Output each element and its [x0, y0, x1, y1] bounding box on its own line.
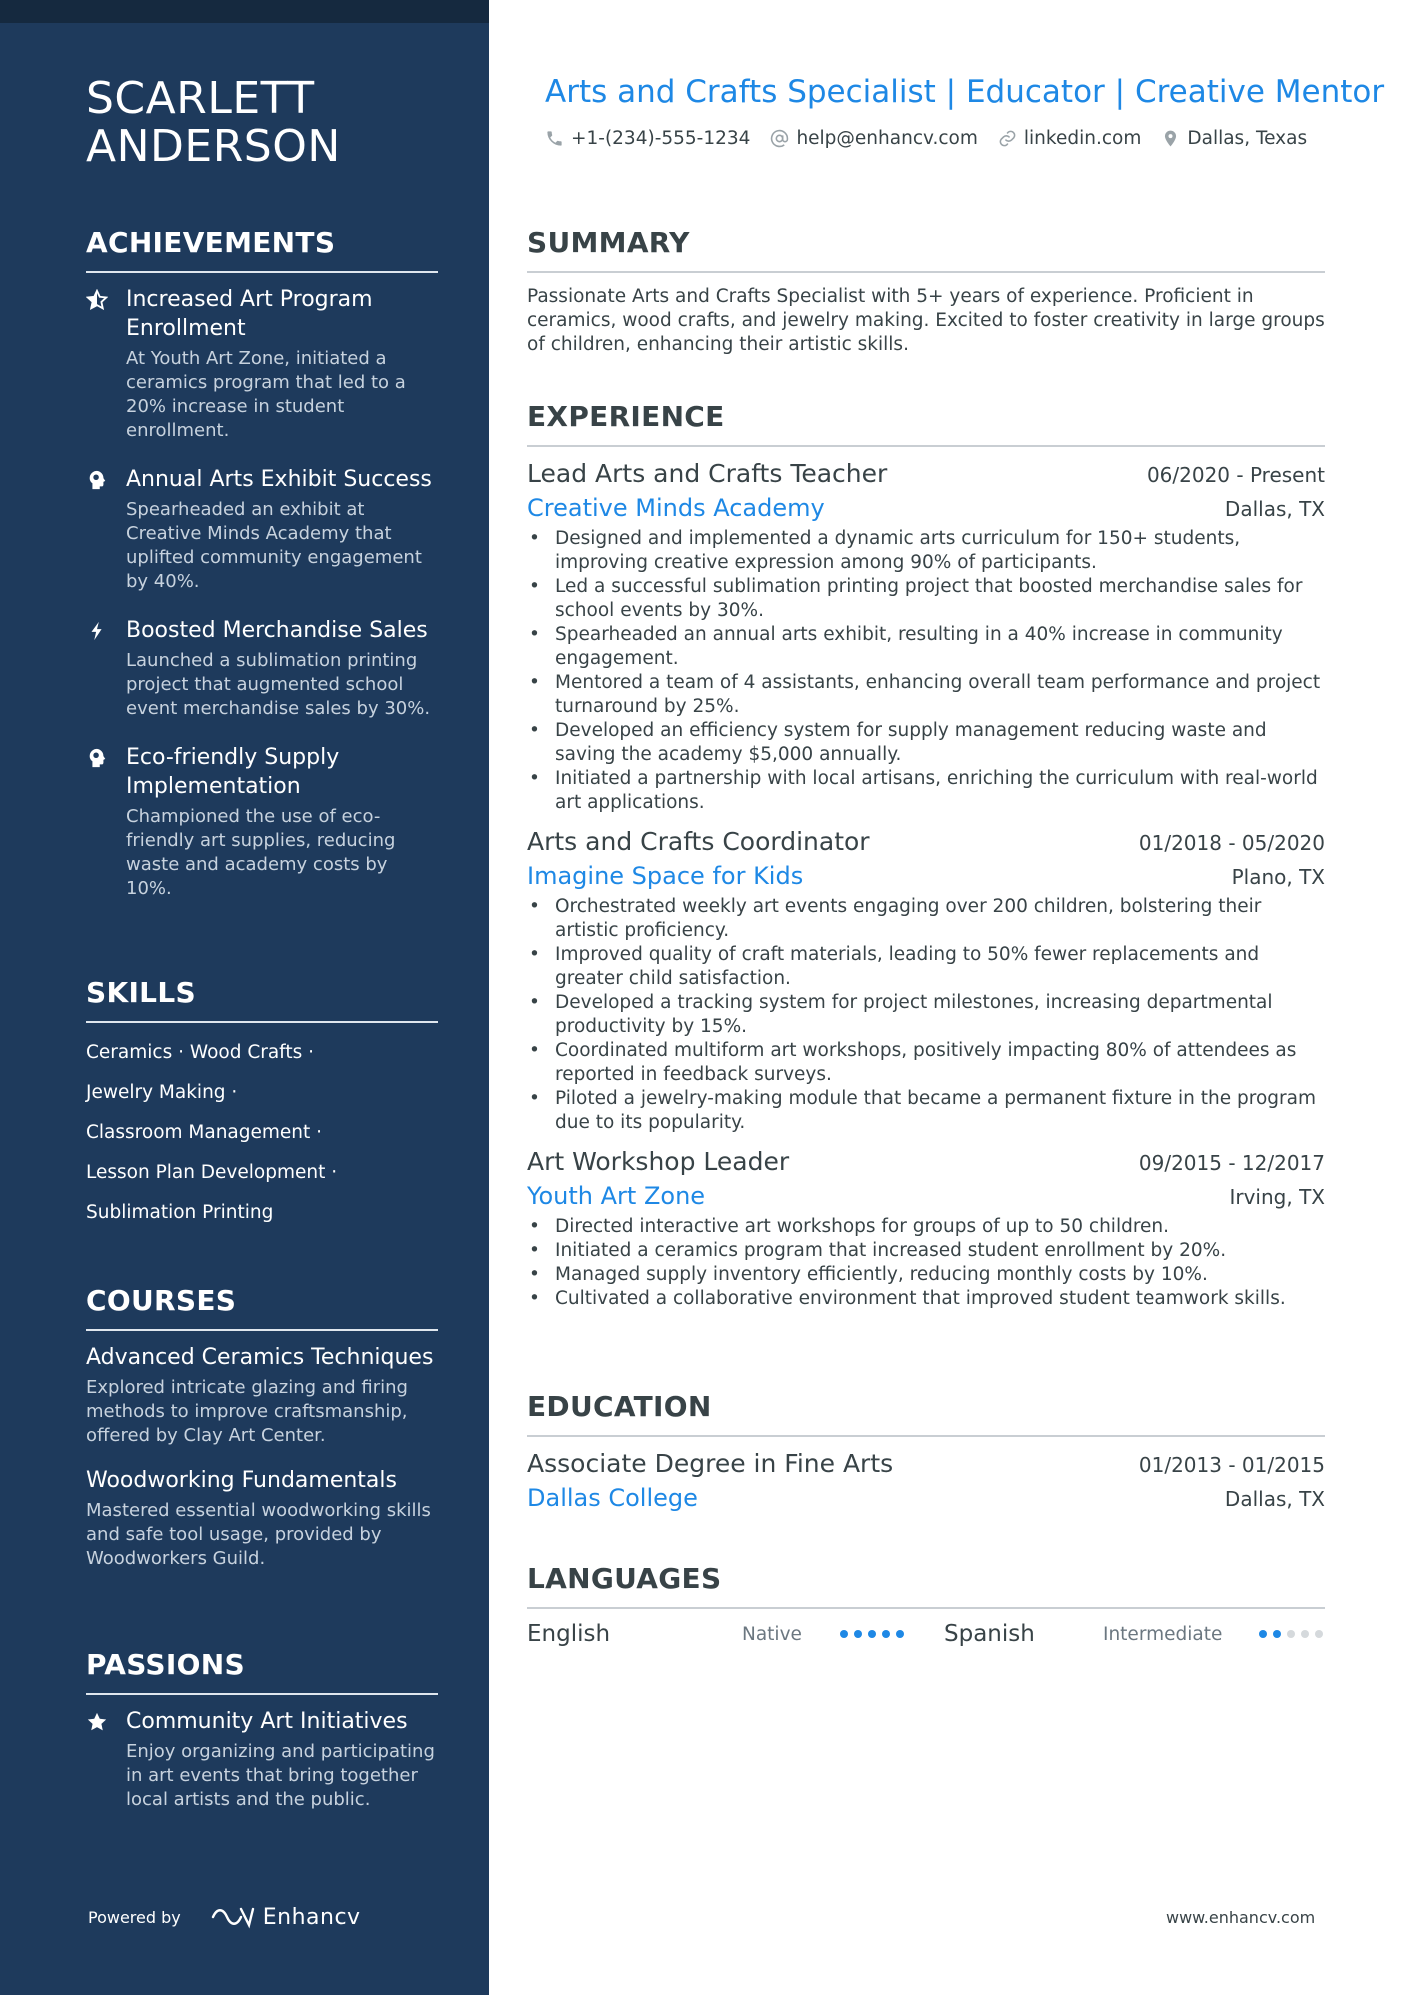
powered-by-label: Powered by [88, 1907, 181, 1927]
summary-title: SUMMARY [527, 226, 1325, 273]
achievement-desc: Launched a sublimation printing project that augmented school event merchandise sales by 30%. [126, 650, 431, 719]
level-dot [854, 1630, 862, 1638]
achievement-desc: Spearheaded an exhibit at Creative Minds Academy that uplifted community engagement by 40%. [126, 499, 422, 592]
location-text: Dallas, Texas [1187, 128, 1308, 149]
summary-text: Passionate Arts and Crafts Specialist with 5+ years of experience. Proficient in ceramics, wood crafts, and jewelry making. Excited to foster creativity in large groups of children, enhancing their artistic skills. [527, 286, 1325, 355]
skill-line: Lesson Plan Development · [86, 1162, 338, 1183]
experience-section [527, 400, 1325, 1311]
job-company[interactable]: Imagine Space for Kids [527, 862, 804, 890]
courses-section [86, 1284, 438, 1589]
job-entry [527, 825, 1325, 1135]
achievement-item [86, 743, 438, 901]
education-entry [527, 1447, 1325, 1515]
language-dots [834, 1630, 904, 1638]
achievements-title: ACHIEVEMENTS [86, 226, 438, 273]
course-item [86, 1343, 438, 1448]
job-dates: 09/2015 - 12/2017 [1138, 1151, 1325, 1175]
language-name: English [527, 1621, 611, 1647]
contact-linkedin[interactable] [998, 128, 1141, 149]
job-bullet: • Orchestrated weekly art events engaging over 200 children, bolstering their artistic proficiency. [527, 895, 1325, 943]
job-bullet: • Developed an efficiency system for supply management reducing waste and saving the academy $5,000 annually. [527, 719, 1325, 767]
phone-icon [545, 129, 564, 148]
achievement-title: Eco-friendly Supply Implementation [126, 745, 340, 799]
job-entry [527, 457, 1325, 815]
job-entry [527, 1145, 1325, 1311]
achievement-title: Annual Arts Exhibit Success [126, 467, 432, 492]
enhancv-logo-icon [209, 1904, 255, 1930]
link-icon [998, 129, 1017, 148]
job-company[interactable]: Creative Minds Academy [527, 494, 825, 522]
level-dot [1287, 1630, 1295, 1638]
level-dot [896, 1630, 904, 1638]
achievements-section [86, 226, 438, 923]
job-bullet: • Initiated a partnership with local artisans, enriching the curriculum with real-world art applications. [527, 767, 1325, 815]
level-dot [882, 1630, 890, 1638]
skill-line: Ceramics · Wood Crafts · [86, 1042, 315, 1063]
star-icon [86, 1707, 126, 1812]
skill-line: Classroom Management · [86, 1122, 323, 1143]
job-dates: 01/2018 - 05/2020 [1138, 831, 1325, 855]
job-bullet: • Coordinated multiform art workshops, positively impacting 80% of attendees as reported in feedback surveys. [527, 1039, 1325, 1087]
job-location: Dallas, TX [1224, 497, 1325, 521]
degree-title: Associate Degree in Fine Arts [527, 1449, 894, 1478]
job-dates: 06/2020 - Present [1146, 463, 1325, 487]
level-dot [1259, 1630, 1267, 1638]
job-company[interactable]: Youth Art Zone [527, 1182, 706, 1210]
job-bullet: • Initiated a ceramics program that increased student enrollment by 20%. [527, 1239, 1325, 1263]
job-bullet: • Developed a tracking system for project milestones, increasing departmental productivity by 15%. [527, 991, 1325, 1039]
job-title: Art Workshop Leader [527, 1147, 790, 1176]
job-bullet: • Directed interactive art workshops for groups of up to 50 children. [527, 1215, 1325, 1239]
head-brain-icon [86, 465, 126, 594]
job-bullet: • Improved quality of craft materials, leading to 50% fewer replacements and greater child satisfaction. [527, 943, 1325, 991]
language-dots [1253, 1630, 1323, 1638]
job-bullet: • Cultivated a collaborative environment that improved student teamwork skills. [527, 1287, 1325, 1311]
sidebar [0, 0, 489, 1995]
achievement-item [86, 616, 438, 721]
course-title: Woodworking Fundamentals [86, 1468, 397, 1493]
language-level: Intermediate [1103, 1623, 1223, 1645]
languages-section [527, 1562, 1325, 1647]
skills-section [86, 976, 438, 1233]
contact-phone[interactable] [545, 128, 750, 149]
achievement-desc: At Youth Art Zone, initiated a ceramics program that led to a 20% increase in student enrollment. [126, 348, 406, 441]
achievement-item [86, 285, 438, 443]
skills-title: SKILLS [86, 976, 438, 1023]
course-desc: Mastered essential woodworking skills and safe tool usage, provided by Woodworkers Guild. [86, 1500, 431, 1569]
level-dot [1301, 1630, 1309, 1638]
enhancv-logo[interactable] [209, 1904, 361, 1930]
footer-url[interactable]: www.enhancv.com [1166, 1908, 1316, 1927]
experience-title: EXPERIENCE [527, 400, 1325, 447]
skill-line: Sublimation Printing [86, 1202, 274, 1223]
job-title: Arts and Crafts Coordinator [527, 827, 870, 856]
passions-section [86, 1648, 438, 1834]
language-name: Spanish [944, 1621, 1035, 1647]
passion-item [86, 1707, 438, 1812]
contact-email[interactable] [770, 128, 977, 149]
candidate-name: SCARLETT ANDERSON [86, 73, 341, 172]
education-section [527, 1390, 1325, 1515]
job-bullet: • Spearheaded an annual arts exhibit, resulting in a 40% increase in community engagement. [527, 623, 1325, 671]
linkedin-text: linkedin.com [1023, 128, 1142, 149]
level-dot [1273, 1630, 1281, 1638]
education-dates: 01/2013 - 01/2015 [1138, 1453, 1325, 1477]
language-item [944, 1621, 1323, 1647]
job-title: Lead Arts and Crafts Teacher [527, 459, 888, 488]
sidebar-top-bar [0, 0, 489, 23]
course-desc: Explored intricate glazing and firing methods to improve craftsmanship, offered by Clay Art Center. [86, 1377, 408, 1446]
level-dot [1315, 1630, 1323, 1638]
achievement-title: Increased Art Program Enrollment [126, 287, 373, 341]
passion-title: Community Art Initiatives [126, 1709, 408, 1734]
job-bullet: • Managed supply inventory efficiently, reducing monthly costs by 10%. [527, 1263, 1325, 1287]
headline: Arts and Crafts Specialist | Educator | Creative Mentor [545, 74, 1385, 110]
courses-title: COURSES [86, 1284, 438, 1331]
course-item [86, 1466, 438, 1571]
location-pin-icon [1161, 129, 1180, 148]
level-dot [868, 1630, 876, 1638]
passions-title: PASSIONS [86, 1648, 438, 1695]
achievement-title: Boosted Merchandise Sales [126, 618, 428, 643]
contact-row [545, 128, 1327, 149]
head-brain-icon [86, 743, 126, 901]
school-location: Dallas, TX [1224, 1487, 1325, 1511]
job-bullet: • Piloted a jewelry-making module that became a permanent fixture in the program due to its popularity. [527, 1087, 1325, 1135]
lightning-icon [86, 616, 126, 721]
school-name[interactable]: Dallas College [527, 1484, 698, 1512]
skill-line: Jewelry Making · [86, 1082, 238, 1103]
enhancv-brand: Enhancv [262, 1904, 361, 1930]
language-level: Native [742, 1623, 802, 1645]
level-dot [840, 1630, 848, 1638]
language-item [527, 1621, 905, 1647]
achievement-desc: Championed the use of eco-friendly art supplies, reducing waste and academy costs by 10%. [126, 806, 396, 899]
at-icon [770, 129, 789, 148]
powered-by [88, 1904, 361, 1930]
course-title: Advanced Ceramics Techniques [86, 1345, 434, 1370]
job-bullet: • Mentored a team of 4 assistants, enhancing overall team performance and project turnaround by 25%. [527, 671, 1325, 719]
summary-section [527, 226, 1325, 357]
job-bullet: • Led a successful sublimation printing project that boosted merchandise sales for school events by 30%. [527, 575, 1325, 623]
job-location: Plano, TX [1231, 865, 1325, 889]
contact-location [1161, 128, 1307, 149]
languages-title: LANGUAGES [527, 1562, 1325, 1609]
job-bullet: • Designed and implemented a dynamic arts curriculum for 150+ students, improving creative expression among 90% of participants. [527, 527, 1325, 575]
star-half-icon [86, 285, 126, 443]
passion-desc: Enjoy organizing and participating in art events that bring together local artists and the public. [126, 1741, 435, 1810]
job-location: Irving, TX [1229, 1185, 1325, 1209]
education-title: EDUCATION [527, 1390, 1325, 1437]
email-text: help@enhancv.com [796, 128, 978, 149]
achievement-item [86, 465, 438, 594]
phone-text: +1-(234)-555-1234 [571, 128, 751, 149]
